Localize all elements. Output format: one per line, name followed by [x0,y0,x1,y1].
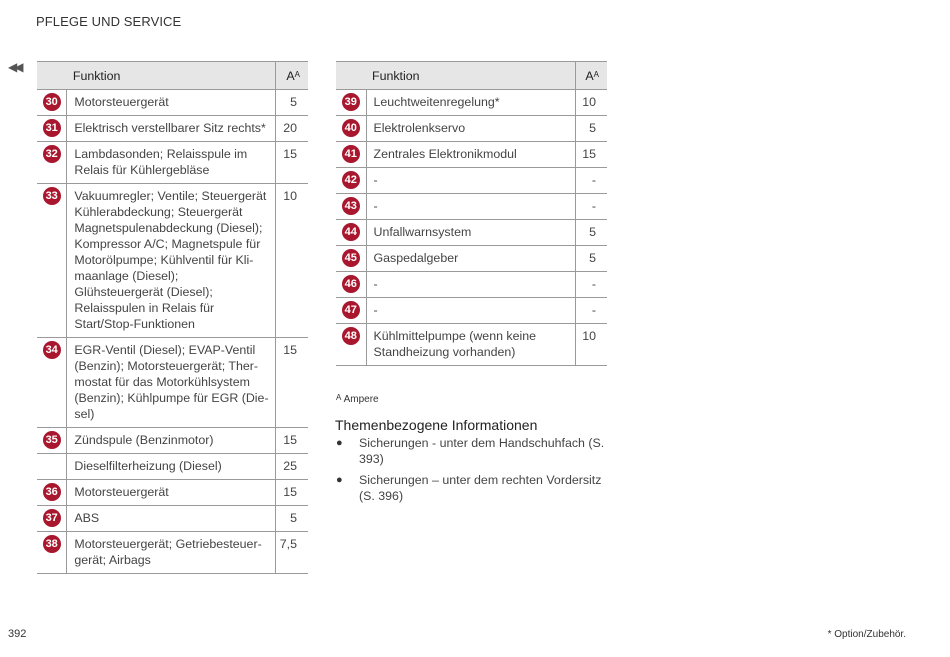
fuse-amperage: 20 [275,116,308,142]
fuse-table-left [37,61,308,574]
fuse-function: Elektrisch verstellbarer Sitz rechts* [67,116,275,142]
fuse-amperage: - [575,298,607,324]
table-row [336,142,607,168]
fuse-function: Dieselfilterheizung (Diesel) [67,454,275,480]
table-row [336,272,607,298]
bullet-icon: ● [336,437,343,449]
table-row [336,246,607,272]
fuse-number-cell [336,194,366,220]
page-number: 392 [8,628,27,640]
fuse-function: Motorsteuergerät; Getriebesteuer-gerät; Airbags [67,532,275,574]
related-info-title: Themenbezogene Informationen [335,417,538,433]
fuse-function: - [366,272,575,298]
fuse-amperage: 10 [275,184,308,338]
fuse-amperage: 10 [575,90,607,116]
table-row [37,338,308,428]
amp-label: A [286,68,295,83]
fuse-amperage: 15 [275,428,308,454]
table-header-row [37,62,308,90]
fuse-function: Zentrales Elektronikmodul [366,142,575,168]
fuse-number-badge: 40 [342,119,360,137]
fuse-number-badge: 39 [342,93,360,111]
fuse-table-right [336,61,607,366]
fuse-number-badge: 47 [342,301,360,319]
fuse-number-badge: 44 [342,223,360,241]
double-left-arrow-icon[interactable]: ◀◀ [8,60,21,74]
fuse-amperage: 5 [575,116,607,142]
table-row [336,168,607,194]
fuse-number-cell [336,90,366,116]
table-row [336,220,607,246]
fuse-number-badge: 33 [43,187,61,205]
fuse-amperage: 25 [275,454,308,480]
fuse-amperage: 15 [275,142,308,184]
fuse-function: - [366,298,575,324]
related-link-text: Sicherungen – unter dem rechten Vordersitz (S. 396) [359,473,602,503]
table-row [37,90,308,116]
fuse-function: Motorsteuergerät [67,480,275,506]
option-note: * Option/Zubehör. [827,629,906,640]
fuse-function: Unfallwarnsystem [366,220,575,246]
amp-footnote-mark: A [593,69,599,79]
fuse-number-cell [37,116,67,142]
related-link[interactable] [335,472,610,504]
fuse-amperage: 7,5 [275,532,308,574]
fuse-amperage: 10 [575,324,607,366]
fuse-amperage: 5 [575,246,607,272]
header-function: Funktion [67,62,275,90]
table-row [336,116,607,142]
fuse-number-cell [336,324,366,366]
fuse-number-badge: 48 [342,327,360,345]
fuse-number-badge: 37 [43,509,61,527]
table-row [37,142,308,184]
fuse-number-cell [336,168,366,194]
fuse-function: Leuchtweitenregelung* [366,90,575,116]
table-row [37,506,308,532]
fuse-number-badge: 46 [342,275,360,293]
fuse-number-badge: 38 [43,535,61,553]
table-row [336,324,607,366]
fuse-function: Elektrolenkservo [366,116,575,142]
amp-footnote-mark: A [294,69,300,79]
fuse-amperage: - [575,272,607,298]
fuse-function: Vakuumregler; Ventile; Steuergerät Kühlerabdeckung; Steuergerät Magnetspulenabdeckung (Diesel); Kompressor A/C; Magnetspule für Motorölpumpe; Kühlventil für Kli-maanlage (Diesel); Glühsteuergerät (Diesel); Relaisspulen in Relais für Start/Stop-Funktionen [67,184,275,338]
table-row [37,116,308,142]
fuse-amperage: 5 [275,90,308,116]
related-link[interactable] [335,435,610,467]
table-row [37,454,308,480]
fuse-function: Motorsteuergerät [67,90,275,116]
fuse-number-cell [37,532,67,574]
amp-label: A [585,68,594,83]
fuse-function: - [366,194,575,220]
fuse-number-cell [37,184,67,338]
fuse-number-cell [37,480,67,506]
fuse-number-cell [37,142,67,184]
table-row [336,298,607,324]
header-amp [275,62,308,90]
table-row [37,480,308,506]
fuse-number-badge: 36 [43,483,61,501]
footnote-mark: A [336,393,342,402]
fuse-number-cell [336,116,366,142]
header-amp [575,62,607,90]
fuse-number-cell [336,142,366,168]
table-row [336,194,607,220]
fuse-amperage: 5 [275,506,308,532]
fuse-number-badge: 32 [43,145,61,163]
table-row [37,532,308,574]
related-link-text: Sicherungen - unter dem Handschuhfach (S. 393) [359,436,605,466]
fuse-amperage: 5 [575,220,607,246]
fuse-function: ABS [67,506,275,532]
page-header: PFLEGE UND SERVICE [36,14,182,29]
fuse-number-cell [336,246,366,272]
header-num-cell [37,62,67,90]
fuse-amperage: - [575,194,607,220]
fuse-number-cell [37,454,67,480]
fuse-number-badge: 43 [342,197,360,215]
fuse-number-cell [336,220,366,246]
table-row [37,428,308,454]
fuse-number-badge: 45 [342,249,360,267]
fuse-number-cell [37,338,67,428]
fuse-function: Gaspedalgeber [366,246,575,272]
fuse-amperage: 15 [575,142,607,168]
table-row [37,184,308,338]
fuse-number-badge: 42 [342,171,360,189]
fuse-number-badge: 30 [43,93,61,111]
fuse-function: - [366,168,575,194]
fuse-number-cell [37,506,67,532]
footnote [336,394,379,405]
header-num-cell [336,62,366,90]
table-row [336,90,607,116]
table-header-row [336,62,607,90]
fuse-number-cell [37,90,67,116]
fuse-number-cell [336,272,366,298]
fuse-amperage: 15 [275,338,308,428]
fuse-function: Lambdasonden; Relaisspule im Relais für Kühlergebläse [67,142,275,184]
header-function: Funktion [366,62,575,90]
fuse-number-cell [37,428,67,454]
fuse-number-cell [336,298,366,324]
fuse-function: Kühlmittelpumpe (wenn keine Standheizung vorhanden) [366,324,575,366]
related-info-list [335,435,610,509]
footnote-text: Ampere [343,394,379,405]
fuse-number-badge: 41 [342,145,360,163]
fuse-number-badge: 31 [43,119,61,137]
bullet-icon: ● [336,474,343,486]
fuse-amperage: - [575,168,607,194]
fuse-amperage: 15 [275,480,308,506]
fuse-function: Zündspule (Benzinmotor) [67,428,275,454]
fuse-number-badge: 35 [43,431,61,449]
fuse-function: EGR-Ventil (Diesel); EVAP-Ventil (Benzin); Motorsteuergerät; Ther-mostat für das Motorkühlsystem (Benzin); Kühlpumpe für EGR (Die-sel) [67,338,275,428]
fuse-number-badge: 34 [43,341,61,359]
